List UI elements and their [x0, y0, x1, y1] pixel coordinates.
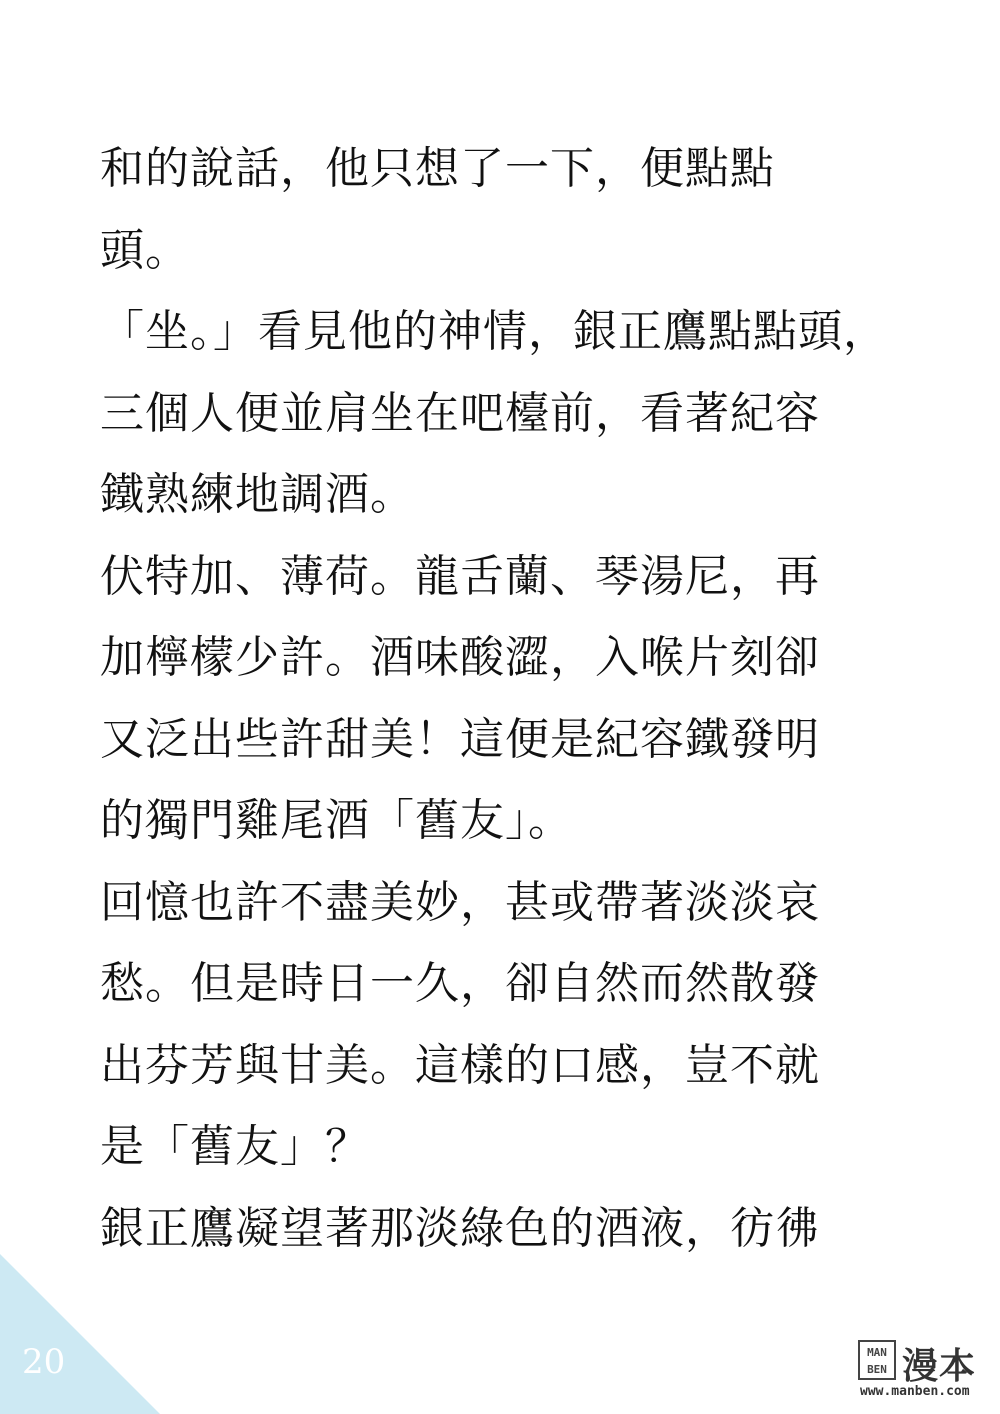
text-line: 三個人便並肩坐在吧檯前，看著紀容 [100, 387, 820, 439]
page-number: 20 [22, 1342, 66, 1382]
text-line: 的獨門雞尾酒「舊友」。 [100, 795, 573, 846]
logo-box-line1: MAN [867, 1346, 887, 1359]
logo-chinese: 漫本 [902, 1346, 977, 1387]
text-line: 「坐。」看見他的神情，銀正鷹點點頭， [100, 306, 888, 357]
logo-url: www.manben.com [860, 1384, 970, 1399]
text-line: 銀正鷹凝望著那淡綠色的酒液，彷彿 [100, 1202, 820, 1254]
text-line: 頭。 [100, 224, 190, 276]
text-line: 又泛出些許甜美！這便是紀容鐵發明 [100, 713, 820, 765]
corner-triangle-shape [0, 1254, 160, 1414]
text-line: 鐵熟練地調酒。 [100, 469, 415, 520]
logo-box-line2: BEN [867, 1363, 887, 1376]
text-line: 加檸檬少許。酒味酸澀，入喉片刻卻 [100, 632, 820, 683]
text-line: 和的說話，他只想了一下，便點點 [100, 143, 775, 194]
text-line: 是「舊友」？ [100, 1121, 370, 1172]
text-line: 出芬芳與甘美。這樣的口感，豈不就 [100, 1039, 820, 1091]
logo-box [858, 1340, 896, 1380]
text-line: 伏特加、薄荷。龍舌蘭、琴湯尼，再 [100, 550, 820, 602]
corner-triangle [0, 1254, 160, 1414]
text-line: 回憶也許不盡美妙，甚或帶著淡淡哀 [100, 876, 820, 928]
manben-logo [858, 1340, 990, 1410]
text-line: 愁。但是時日一久，卻自然而然散發 [100, 958, 820, 1009]
body-text [100, 128, 960, 1269]
